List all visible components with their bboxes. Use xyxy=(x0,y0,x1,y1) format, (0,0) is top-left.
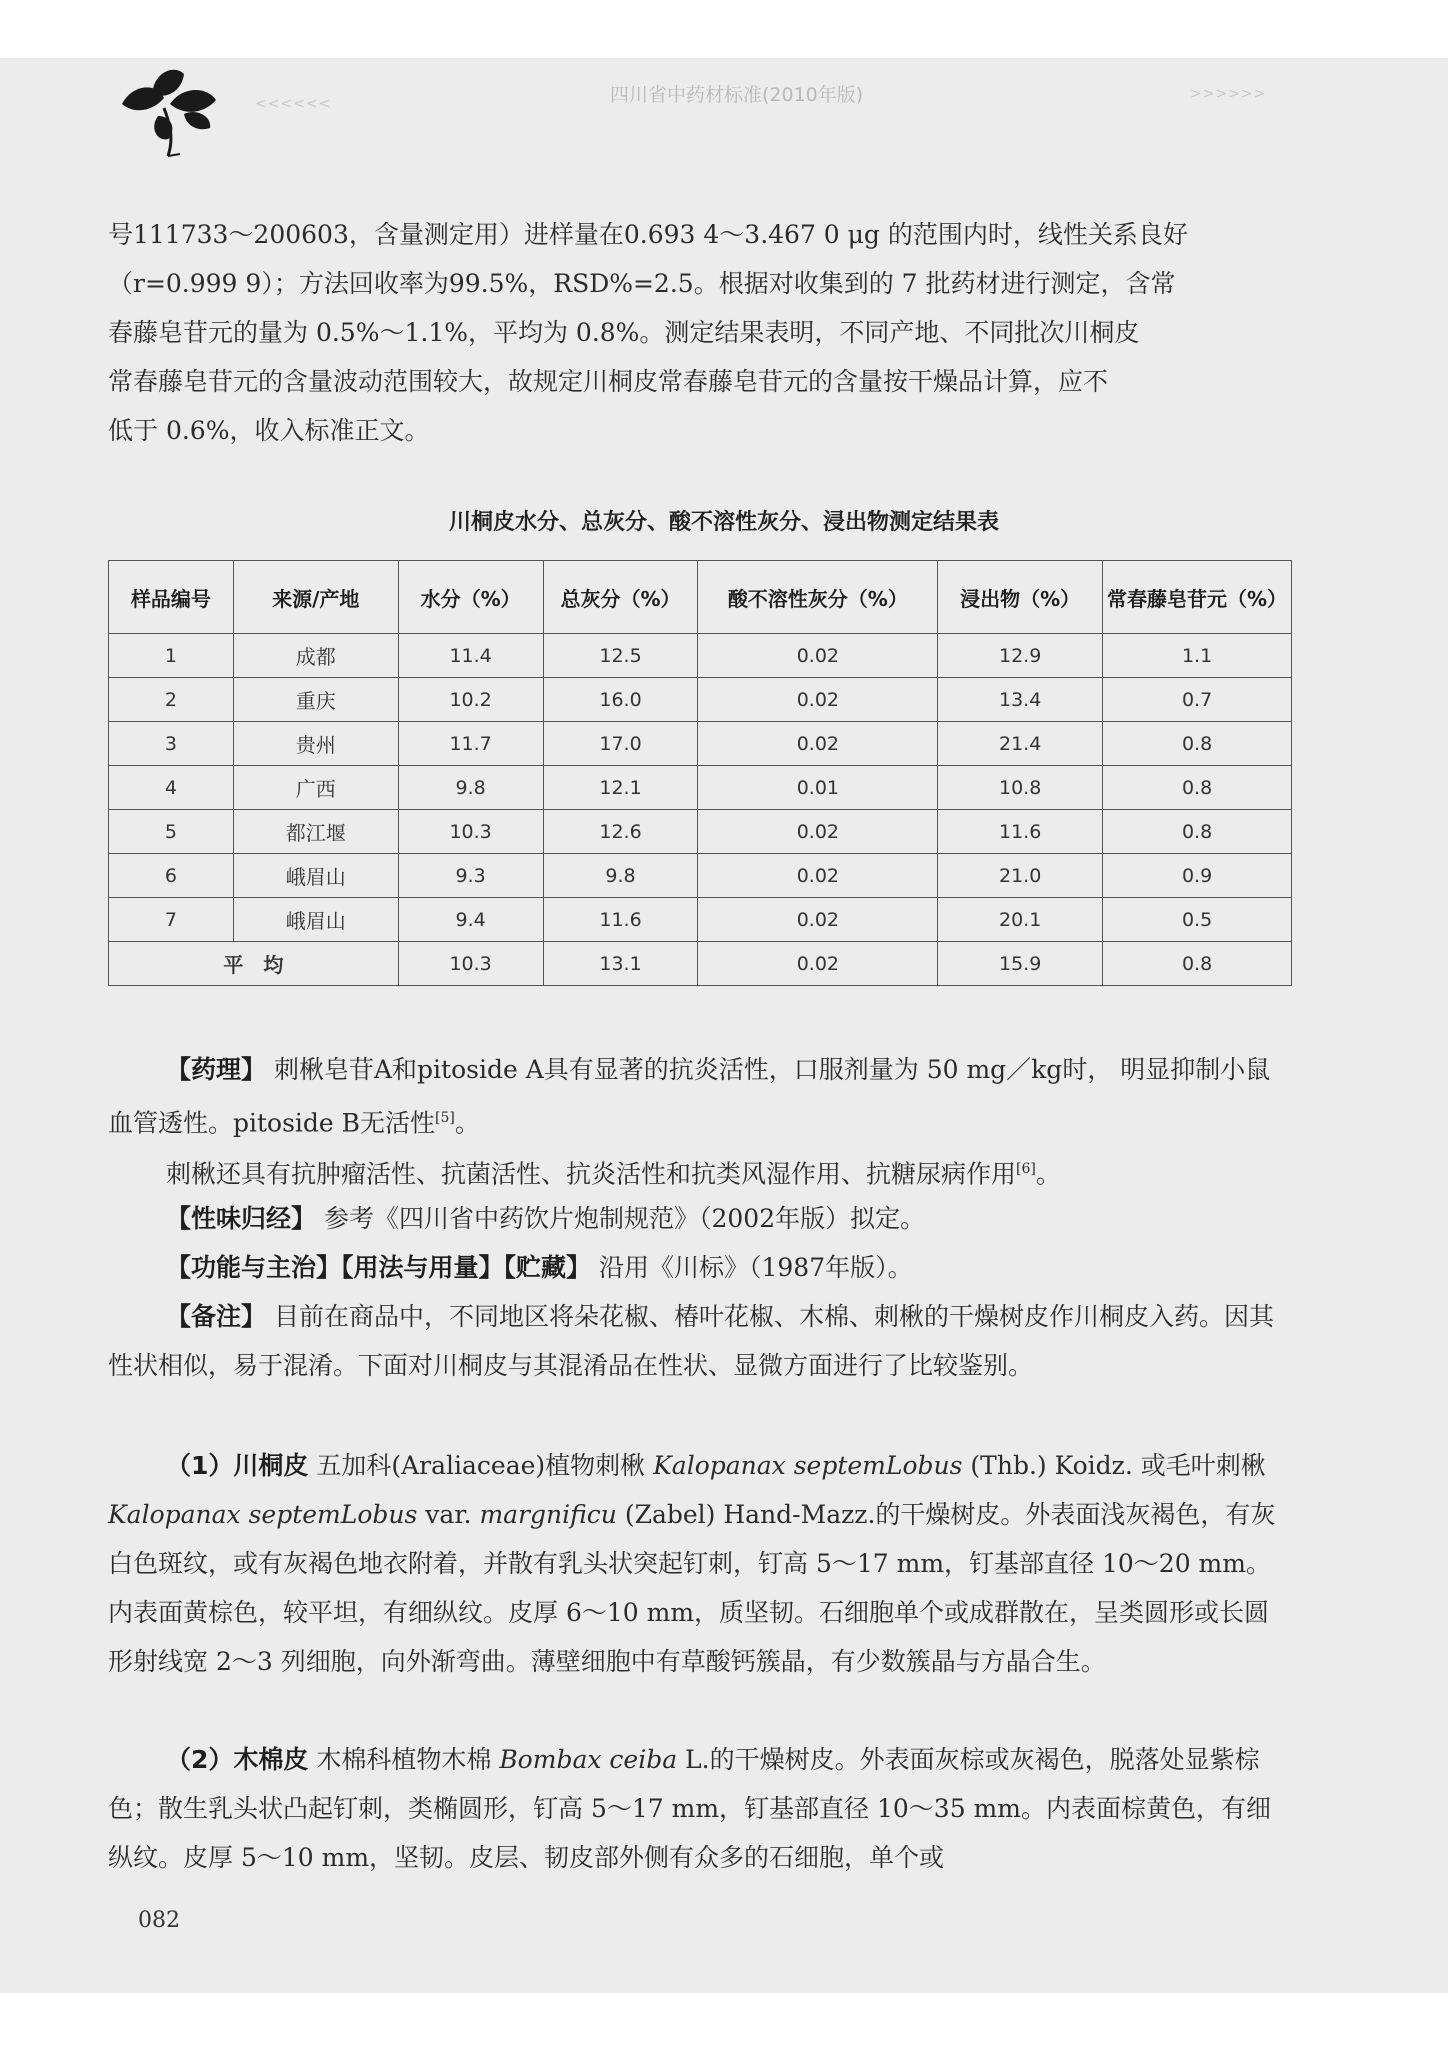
item1-paragraph xyxy=(108,1441,1288,1686)
function-tag: 【功能与主治】 xyxy=(166,1253,342,1282)
pharmacology-paragraph-2 xyxy=(108,1145,1288,1198)
pharmacology-text-2: 刺楸还具有抗肿瘤活性、抗菌活性、抗炎活性和抗类风湿作用、抗糖尿病作用 xyxy=(166,1159,1017,1189)
table-row xyxy=(109,766,1292,810)
nature-text: 参考《四川省中药饮片炮制规范》（2002年版）拟定。 xyxy=(323,1204,926,1233)
cell-id: 6 xyxy=(109,854,234,898)
cell-extract: 13.4 xyxy=(938,678,1103,722)
table-row xyxy=(109,898,1292,942)
cell-id: 7 xyxy=(109,898,234,942)
cell-hederagenin: 0.8 xyxy=(1103,942,1292,986)
header-right-ornament: >>>>>> xyxy=(1190,86,1267,102)
table-row xyxy=(109,854,1292,898)
col-header-moisture: 水分（%） xyxy=(398,561,543,634)
cell-acid-ash: 0.02 xyxy=(698,942,938,986)
intro-line-2: （r=0.999 9）；方法回收率为99.5%，RSD%=2.5。根据对收集到的 7 批药材进行测定，含常 xyxy=(108,269,1176,298)
cell-average-label: 平 均 xyxy=(109,942,399,986)
cell-extract: 21.4 xyxy=(938,722,1103,766)
cell-moisture: 9.4 xyxy=(398,898,543,942)
function-paragraph xyxy=(108,1243,1288,1292)
cell-acid-ash: 0.02 xyxy=(698,722,938,766)
table-title: 川桐皮水分、总灰分、酸不溶性灰分、浸出物测定结果表 xyxy=(448,510,999,535)
pharmacology-text: 刺楸皂苷A和pitoside A具有显著的抗炎活性，口服剂量为 50 mg／kg时， 明显抑制小鼠血管透性。pitoside B无活性 xyxy=(108,1055,1271,1138)
cell-origin: 广西 xyxy=(233,766,398,810)
pharmacology-end: 。 xyxy=(454,1108,480,1138)
cell-hederagenin: 1.1 xyxy=(1103,634,1292,678)
note-tag: 【备注】 xyxy=(166,1302,267,1331)
item1-text-3: var. xyxy=(417,1500,480,1529)
item2-paragraph xyxy=(108,1735,1288,1882)
pharmacology-paragraph xyxy=(108,1045,1288,1147)
cell-id: 5 xyxy=(109,810,234,854)
cell-id: 4 xyxy=(109,766,234,810)
cell-acid-ash: 0.02 xyxy=(698,634,938,678)
item2-label: （2）木棉皮 xyxy=(166,1745,309,1774)
usage-tag: 【用法与用量】 xyxy=(341,1253,504,1282)
item1-latin-1: Kalopanax septemLobus xyxy=(653,1451,963,1480)
cell-origin: 都江堰 xyxy=(233,810,398,854)
item1-latin-3: margnificu xyxy=(479,1500,617,1529)
col-header-hederagenin: 常春藤皂苷元（%） xyxy=(1103,561,1292,634)
scan-border xyxy=(0,1993,1448,2048)
cell-total-ash: 12.5 xyxy=(543,634,698,678)
item1-label: （1）川桐皮 xyxy=(166,1451,309,1480)
cell-extract: 12.9 xyxy=(938,634,1103,678)
cell-moisture: 10.3 xyxy=(398,942,543,986)
col-header-origin: 来源/产地 xyxy=(233,561,398,634)
cell-acid-ash: 0.01 xyxy=(698,766,938,810)
pharmacology-tag: 【药理】 xyxy=(166,1055,267,1084)
cell-hederagenin: 0.8 xyxy=(1103,766,1292,810)
storage-tag: 【贮藏】 xyxy=(503,1253,592,1282)
cell-origin: 峨眉山 xyxy=(233,854,398,898)
cell-total-ash: 17.0 xyxy=(543,722,698,766)
item2-text-1: 木棉科植物木棉 xyxy=(316,1745,500,1774)
intro-line-1: 号111733～200603，含量测定用）进样量在0.693 4～3.467 0 μg 的范围内时，线性关系良好 xyxy=(108,220,1188,249)
running-header-title: 四川省中药材标准(2010年版) xyxy=(610,84,864,106)
cell-origin: 贵州 xyxy=(233,722,398,766)
item1-text-2: (Thb.) Koidz. 或毛叶刺楸 xyxy=(962,1451,1266,1480)
table-row xyxy=(109,810,1292,854)
item2-latin-1: Bombax ceiba xyxy=(499,1745,678,1774)
cell-hederagenin: 0.5 xyxy=(1103,898,1292,942)
intro-line-3: 春藤皂苷元的量为 0.5%～1.1%，平均为 0.8%。测定结果表明，不同产地、不同批次川桐皮 xyxy=(108,318,1140,347)
results-table xyxy=(108,560,1292,986)
note-text: 目前在商品中，不同地区将朵花椒、椿叶花椒、木棉、刺楸的干燥树皮作川桐皮入药。因其性状相似，易于混淆。下面对川桐皮与其混淆品在性状、显微方面进行了比较鉴别。 xyxy=(108,1302,1274,1380)
cell-extract: 21.0 xyxy=(938,854,1103,898)
cell-moisture: 10.2 xyxy=(398,678,543,722)
cell-origin: 重庆 xyxy=(233,678,398,722)
cell-total-ash: 11.6 xyxy=(543,898,698,942)
cell-hederagenin: 0.8 xyxy=(1103,722,1292,766)
cell-acid-ash: 0.02 xyxy=(698,678,938,722)
header-left-ornament: <<<<<< xyxy=(255,96,332,112)
cell-total-ash: 12.1 xyxy=(543,766,698,810)
cell-extract: 10.8 xyxy=(938,766,1103,810)
item1-text-1: 五加科(Araliaceae)植物刺楸 xyxy=(316,1451,654,1480)
cell-extract: 15.9 xyxy=(938,942,1103,986)
nature-tag: 【性味归经】 xyxy=(166,1204,317,1233)
cell-id: 2 xyxy=(109,678,234,722)
cell-total-ash: 13.1 xyxy=(543,942,698,986)
table-row xyxy=(109,634,1292,678)
table-header-row xyxy=(109,561,1292,634)
cell-origin: 成都 xyxy=(233,634,398,678)
cell-extract: 20.1 xyxy=(938,898,1103,942)
cell-total-ash: 16.0 xyxy=(543,678,698,722)
col-header-acid-ash: 酸不溶性灰分（%） xyxy=(698,561,938,634)
leaf-branch-icon xyxy=(112,64,242,160)
intro-line-5: 低于 0.6%，收入标准正文。 xyxy=(108,416,430,445)
intro-line-4: 常春藤皂苷元的含量波动范围较大，故规定川桐皮常春藤皂苷元的含量按干燥品计算，应不 xyxy=(108,367,1109,396)
table-row xyxy=(109,722,1292,766)
table-average-row xyxy=(109,942,1292,986)
cell-total-ash: 12.6 xyxy=(543,810,698,854)
cell-id: 1 xyxy=(109,634,234,678)
pharmacology-end-2: 。 xyxy=(1035,1159,1061,1189)
cell-acid-ash: 0.02 xyxy=(698,854,938,898)
cell-origin: 峨眉山 xyxy=(233,898,398,942)
table-row xyxy=(109,678,1292,722)
page-number: 082 xyxy=(138,1908,180,1933)
cell-moisture: 9.8 xyxy=(398,766,543,810)
item1-text-4: (Zabel) Hand-Mazz.的干燥树皮。外表面浅灰褐色，有灰白色斑纹，或有灰褐色地衣附着，并散有乳头状突起钉刺，钉高 5～17 mm，钉基部直径 10～20 mm。内表面黄棕色，较平坦，有细纵纹。皮厚 6～10 mm，质坚韧。石细胞单个或成群散在，呈类圆形或长圆形射线宽 2～3 列细胞，向外渐弯曲。薄壁细胞中有草酸钙簇晶，有少数簇晶与方晶合生。 xyxy=(108,1500,1276,1676)
col-header-extract: 浸出物（%） xyxy=(938,561,1103,634)
citation-ref: [5] xyxy=(435,1110,455,1126)
cell-moisture: 11.4 xyxy=(398,634,543,678)
col-header-id: 样品编号 xyxy=(109,561,234,634)
citation-ref: [6] xyxy=(1016,1161,1036,1177)
cell-hederagenin: 0.9 xyxy=(1103,854,1292,898)
cell-moisture: 11.7 xyxy=(398,722,543,766)
nature-paragraph xyxy=(108,1194,1288,1243)
cell-id: 3 xyxy=(109,722,234,766)
function-text: 沿用《川标》（1987年版）。 xyxy=(599,1253,913,1282)
cell-moisture: 10.3 xyxy=(398,810,543,854)
cell-hederagenin: 0.8 xyxy=(1103,810,1292,854)
cell-acid-ash: 0.02 xyxy=(698,898,938,942)
cell-moisture: 9.3 xyxy=(398,854,543,898)
note-paragraph xyxy=(108,1292,1288,1390)
col-header-total-ash: 总灰分（%） xyxy=(543,561,698,634)
cell-total-ash: 9.8 xyxy=(543,854,698,898)
item2-text-2: L.的干燥树皮。外表面灰棕或灰褐色，脱落处显紫棕色；散生乳头状凸起钉刺，类椭圆形，钉高 5～17 mm，钉基部直径 10～35 mm。内表面棕黄色，有细纵纹。皮厚 5～10 mm，坚韧。皮层、韧皮部外侧有众多的石细胞，单个或 xyxy=(108,1745,1271,1872)
cell-hederagenin: 0.7 xyxy=(1103,678,1292,722)
cell-acid-ash: 0.02 xyxy=(698,810,938,854)
item1-latin-2: Kalopanax septemLobus xyxy=(108,1500,418,1529)
cell-extract: 11.6 xyxy=(938,810,1103,854)
